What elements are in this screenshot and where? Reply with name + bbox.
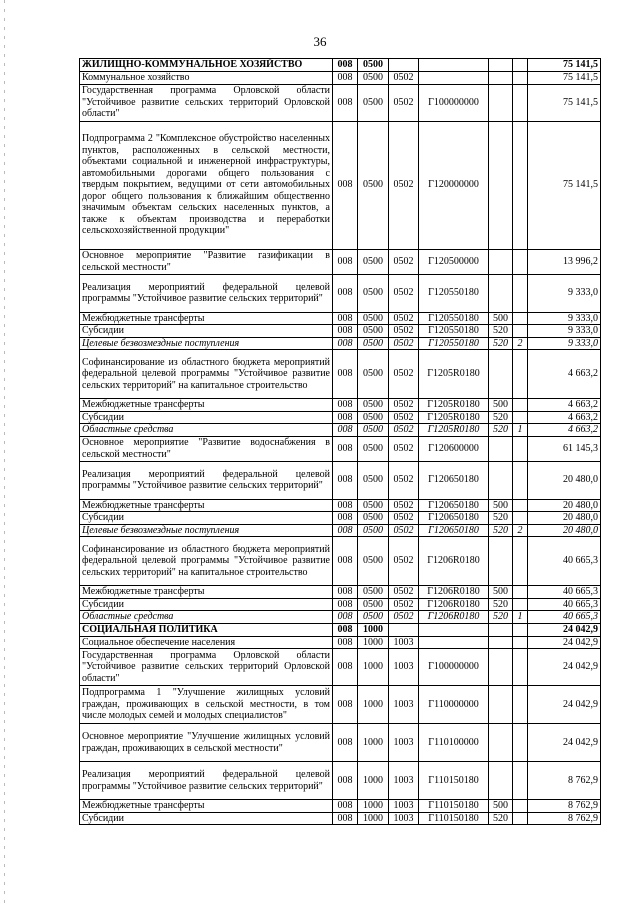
- subsection-code-cell: 1003: [389, 649, 419, 686]
- table-row: [80, 524, 601, 537]
- amount-cell: 4 663,2: [528, 399, 601, 412]
- section-code-cell: 0500: [358, 249, 389, 274]
- amount-cell: 4 663,2: [528, 424, 601, 437]
- table-row: [80, 812, 601, 825]
- table-row: [80, 249, 601, 274]
- row-name-cell: Межбюджетные трансферты: [80, 800, 333, 813]
- grbs-code-cell: 008: [333, 121, 358, 249]
- expense-type-cell: 520: [489, 337, 513, 350]
- target-article-cell: Г1205R0180: [419, 411, 489, 424]
- amount-cell: 24 042,9: [528, 686, 601, 724]
- amount-cell: 9 333,0: [528, 274, 601, 312]
- subsection-code-cell: 0502: [389, 274, 419, 312]
- page-number: 36: [313, 34, 327, 49]
- subsection-code-cell: 0502: [389, 424, 419, 437]
- table-row: [80, 424, 601, 437]
- amount-cell: 20 480,0: [528, 512, 601, 525]
- expense-type-cell: [489, 121, 513, 249]
- section-code-cell: 0500: [358, 461, 389, 499]
- target-article-cell: Г110150180: [419, 800, 489, 813]
- section-code-cell: 0500: [358, 350, 389, 399]
- funding-source-cell: [513, 636, 528, 649]
- grbs-code-cell: 008: [333, 611, 358, 624]
- target-article-cell: [419, 59, 489, 72]
- row-name-cell: Подпрограмма 1 "Улучшение жилищных условий граждан, проживающих в сельской местности, в том числе молодых семей и молодых специалистов": [80, 686, 333, 724]
- amount-cell: 9 333,0: [528, 312, 601, 325]
- subsection-code-cell: 0502: [389, 537, 419, 586]
- target-article-cell: Г1205R0180: [419, 350, 489, 399]
- section-code-cell: 0500: [358, 274, 389, 312]
- table-row: [80, 586, 601, 599]
- target-article-cell: Г1205R0180: [419, 399, 489, 412]
- grbs-code-cell: 008: [333, 636, 358, 649]
- grbs-code-cell: 008: [333, 537, 358, 586]
- row-name-cell: ЖИЛИЩНО-КОММУНАЛЬНОЕ ХОЗЯЙСТВО: [80, 59, 333, 72]
- table-row: [80, 611, 601, 624]
- subsection-code-cell: 0502: [389, 411, 419, 424]
- section-code-cell: 1000: [358, 724, 389, 762]
- grbs-code-cell: 008: [333, 436, 358, 461]
- funding-source-cell: [513, 537, 528, 586]
- funding-source-cell: [513, 623, 528, 636]
- budget-table-container: [79, 58, 600, 825]
- funding-source-cell: 2: [513, 524, 528, 537]
- section-code-cell: 1000: [358, 636, 389, 649]
- expense-type-cell: 520: [489, 325, 513, 338]
- subsection-code-cell: 0502: [389, 586, 419, 599]
- subsection-code-cell: [389, 59, 419, 72]
- budget-table: [79, 58, 601, 825]
- funding-source-cell: [513, 598, 528, 611]
- table-row: [80, 537, 601, 586]
- expense-type-cell: 500: [489, 399, 513, 412]
- row-name-cell: Реализация мероприятий федеральной целевой программы "Устойчивое развитие сельских территорий": [80, 762, 333, 800]
- expense-type-cell: 520: [489, 598, 513, 611]
- target-article-cell: Г110150180: [419, 812, 489, 825]
- expense-type-cell: 520: [489, 424, 513, 437]
- table-row: [80, 399, 601, 412]
- amount-cell: 40 665,3: [528, 586, 601, 599]
- amount-cell: 8 762,9: [528, 762, 601, 800]
- table-row: [80, 762, 601, 800]
- amount-cell: 24 042,9: [528, 623, 601, 636]
- target-article-cell: Г120550180: [419, 312, 489, 325]
- grbs-code-cell: 008: [333, 411, 358, 424]
- subsection-code-cell: 0502: [389, 325, 419, 338]
- table-row: [80, 411, 601, 424]
- expense-type-cell: [489, 686, 513, 724]
- grbs-code-cell: 008: [333, 312, 358, 325]
- section-code-cell: 0500: [358, 436, 389, 461]
- subsection-code-cell: 1003: [389, 762, 419, 800]
- expense-type-cell: [489, 72, 513, 85]
- row-name-cell: Основное мероприятие "Развитие водоснабжения в сельской местности": [80, 436, 333, 461]
- funding-source-cell: [513, 586, 528, 599]
- amount-cell: 24 042,9: [528, 636, 601, 649]
- section-code-cell: 0500: [358, 512, 389, 525]
- section-code-cell: 1000: [358, 686, 389, 724]
- row-name-cell: Межбюджетные трансферты: [80, 312, 333, 325]
- table-row: [80, 436, 601, 461]
- section-code-cell: 0500: [358, 312, 389, 325]
- expense-type-cell: 520: [489, 611, 513, 624]
- subsection-code-cell: 0502: [389, 84, 419, 121]
- section-code-cell: 1000: [358, 762, 389, 800]
- expense-type-cell: [489, 84, 513, 121]
- subsection-code-cell: 1003: [389, 686, 419, 724]
- funding-source-cell: [513, 59, 528, 72]
- expense-type-cell: [489, 274, 513, 312]
- funding-source-cell: [513, 350, 528, 399]
- amount-cell: 40 665,3: [528, 598, 601, 611]
- amount-cell: 4 663,2: [528, 411, 601, 424]
- row-name-cell: Областные средства: [80, 611, 333, 624]
- table-row: [80, 312, 601, 325]
- section-code-cell: 0500: [358, 499, 389, 512]
- table-row: [80, 461, 601, 499]
- grbs-code-cell: 008: [333, 399, 358, 412]
- row-name-cell: СОЦИАЛЬНАЯ ПОЛИТИКА: [80, 623, 333, 636]
- subsection-code-cell: 1003: [389, 724, 419, 762]
- expense-type-cell: 520: [489, 812, 513, 825]
- section-code-cell: 1000: [358, 800, 389, 813]
- funding-source-cell: [513, 84, 528, 121]
- section-code-cell: 0500: [358, 598, 389, 611]
- grbs-code-cell: 008: [333, 800, 358, 813]
- amount-cell: 20 480,0: [528, 524, 601, 537]
- grbs-code-cell: 008: [333, 59, 358, 72]
- amount-cell: 24 042,9: [528, 724, 601, 762]
- subsection-code-cell: 1003: [389, 812, 419, 825]
- target-article-cell: Г120500000: [419, 249, 489, 274]
- row-name-cell: Государственная программа Орловской области "Устойчивое развитие сельских территорий Орловской области": [80, 649, 333, 686]
- amount-cell: 4 663,2: [528, 350, 601, 399]
- subsection-code-cell: 0502: [389, 461, 419, 499]
- target-article-cell: Г120550180: [419, 274, 489, 312]
- amount-cell: 8 762,9: [528, 812, 601, 825]
- grbs-code-cell: 008: [333, 724, 358, 762]
- row-name-cell: Социальное обеспечение населения: [80, 636, 333, 649]
- table-row: [80, 686, 601, 724]
- section-code-cell: 1000: [358, 623, 389, 636]
- grbs-code-cell: 008: [333, 586, 358, 599]
- grbs-code-cell: 008: [333, 249, 358, 274]
- funding-source-cell: [513, 512, 528, 525]
- subsection-code-cell: 0502: [389, 512, 419, 525]
- section-code-cell: 0500: [358, 59, 389, 72]
- table-row: [80, 59, 601, 72]
- grbs-code-cell: 008: [333, 812, 358, 825]
- funding-source-cell: [513, 812, 528, 825]
- funding-source-cell: [513, 72, 528, 85]
- grbs-code-cell: 008: [333, 524, 358, 537]
- section-code-cell: 0500: [358, 84, 389, 121]
- scan-edge-line: [4, 0, 5, 905]
- subsection-code-cell: 0502: [389, 598, 419, 611]
- grbs-code-cell: 008: [333, 649, 358, 686]
- subsection-code-cell: [389, 623, 419, 636]
- section-code-cell: 0500: [358, 586, 389, 599]
- table-row: [80, 121, 601, 249]
- target-article-cell: Г120550180: [419, 325, 489, 338]
- subsection-code-cell: 0502: [389, 436, 419, 461]
- row-name-cell: Реализация мероприятий федеральной целевой программы "Устойчивое развитие сельских территорий": [80, 274, 333, 312]
- row-name-cell: Софинансирование из областного бюджета мероприятий федеральной целевой программы "Устойчивое развитие сельских территорий" на капитальное строительство: [80, 350, 333, 399]
- grbs-code-cell: 008: [333, 598, 358, 611]
- target-article-cell: Г110000000: [419, 686, 489, 724]
- section-code-cell: 0500: [358, 325, 389, 338]
- table-row: [80, 800, 601, 813]
- funding-source-cell: [513, 399, 528, 412]
- funding-source-cell: 2: [513, 337, 528, 350]
- table-row: [80, 499, 601, 512]
- section-code-cell: 0500: [358, 524, 389, 537]
- section-code-cell: 1000: [358, 812, 389, 825]
- expense-type-cell: [489, 436, 513, 461]
- target-article-cell: [419, 623, 489, 636]
- expense-type-cell: [489, 350, 513, 399]
- grbs-code-cell: 008: [333, 762, 358, 800]
- row-name-cell: Государственная программа Орловской области "Устойчивое развитие сельских территорий Орловской области": [80, 84, 333, 121]
- row-name-cell: Целевые безвозмездные поступления: [80, 337, 333, 350]
- subsection-code-cell: 0502: [389, 249, 419, 274]
- expense-type-cell: [489, 249, 513, 274]
- row-name-cell: Межбюджетные трансферты: [80, 586, 333, 599]
- row-name-cell: Областные средства: [80, 424, 333, 437]
- target-article-cell: [419, 636, 489, 649]
- amount-cell: 20 480,0: [528, 499, 601, 512]
- section-code-cell: 0500: [358, 121, 389, 249]
- subsection-code-cell: 0502: [389, 399, 419, 412]
- target-article-cell: Г1206R0180: [419, 537, 489, 586]
- table-row: [80, 598, 601, 611]
- target-article-cell: Г100000000: [419, 649, 489, 686]
- table-row: [80, 724, 601, 762]
- target-article-cell: Г120650180: [419, 512, 489, 525]
- row-name-cell: Межбюджетные трансферты: [80, 499, 333, 512]
- target-article-cell: Г1206R0180: [419, 586, 489, 599]
- grbs-code-cell: 008: [333, 461, 358, 499]
- target-article-cell: Г110100000: [419, 724, 489, 762]
- funding-source-cell: 1: [513, 424, 528, 437]
- grbs-code-cell: 008: [333, 325, 358, 338]
- table-row: [80, 636, 601, 649]
- target-article-cell: Г1206R0180: [419, 598, 489, 611]
- expense-type-cell: 500: [489, 586, 513, 599]
- amount-cell: 20 480,0: [528, 461, 601, 499]
- amount-cell: 61 145,3: [528, 436, 601, 461]
- table-row: [80, 350, 601, 399]
- subsection-code-cell: 1003: [389, 800, 419, 813]
- target-article-cell: Г120550180: [419, 337, 489, 350]
- target-article-cell: [419, 72, 489, 85]
- amount-cell: 9 333,0: [528, 337, 601, 350]
- row-name-cell: Субсидии: [80, 512, 333, 525]
- grbs-code-cell: 008: [333, 337, 358, 350]
- subsection-code-cell: 0502: [389, 312, 419, 325]
- expense-type-cell: 500: [489, 312, 513, 325]
- subsection-code-cell: 0502: [389, 611, 419, 624]
- funding-source-cell: [513, 121, 528, 249]
- expense-type-cell: 520: [489, 411, 513, 424]
- row-name-cell: Субсидии: [80, 598, 333, 611]
- section-code-cell: 0500: [358, 72, 389, 85]
- expense-type-cell: [489, 724, 513, 762]
- row-name-cell: Реализация мероприятий федеральной целевой программы "Устойчивое развитие сельских территорий": [80, 461, 333, 499]
- expense-type-cell: 500: [489, 800, 513, 813]
- subsection-code-cell: 1003: [389, 636, 419, 649]
- funding-source-cell: 1: [513, 611, 528, 624]
- grbs-code-cell: 008: [333, 499, 358, 512]
- expense-type-cell: 520: [489, 512, 513, 525]
- grbs-code-cell: 008: [333, 84, 358, 121]
- row-name-cell: Целевые безвозмездные поступления: [80, 524, 333, 537]
- section-code-cell: 0500: [358, 337, 389, 350]
- funding-source-cell: [513, 312, 528, 325]
- expense-type-cell: 500: [489, 499, 513, 512]
- amount-cell: 75 141,5: [528, 121, 601, 249]
- row-name-cell: Субсидии: [80, 812, 333, 825]
- amount-cell: 8 762,9: [528, 800, 601, 813]
- grbs-code-cell: 008: [333, 424, 358, 437]
- funding-source-cell: [513, 762, 528, 800]
- subsection-code-cell: 0502: [389, 72, 419, 85]
- expense-type-cell: [489, 623, 513, 636]
- row-name-cell: Субсидии: [80, 325, 333, 338]
- funding-source-cell: [513, 249, 528, 274]
- target-article-cell: Г120650180: [419, 524, 489, 537]
- subsection-code-cell: 0502: [389, 524, 419, 537]
- funding-source-cell: [513, 686, 528, 724]
- section-code-cell: 0500: [358, 537, 389, 586]
- amount-cell: 40 665,3: [528, 611, 601, 624]
- section-code-cell: 0500: [358, 611, 389, 624]
- target-article-cell: Г1206R0180: [419, 611, 489, 624]
- row-name-cell: Межбюджетные трансферты: [80, 399, 333, 412]
- target-article-cell: Г100000000: [419, 84, 489, 121]
- funding-source-cell: [513, 411, 528, 424]
- grbs-code-cell: 008: [333, 72, 358, 85]
- target-article-cell: Г120650180: [419, 499, 489, 512]
- target-article-cell: Г120000000: [419, 121, 489, 249]
- grbs-code-cell: 008: [333, 686, 358, 724]
- expense-type-cell: [489, 537, 513, 586]
- funding-source-cell: [513, 325, 528, 338]
- section-code-cell: 0500: [358, 424, 389, 437]
- funding-source-cell: [513, 499, 528, 512]
- section-code-cell: 0500: [358, 411, 389, 424]
- table-row: [80, 512, 601, 525]
- subsection-code-cell: 0502: [389, 350, 419, 399]
- grbs-code-cell: 008: [333, 274, 358, 312]
- subsection-code-cell: 0502: [389, 337, 419, 350]
- expense-type-cell: [489, 762, 513, 800]
- grbs-code-cell: 008: [333, 350, 358, 399]
- budget-table-body: [80, 59, 601, 825]
- amount-cell: 75 141,5: [528, 84, 601, 121]
- table-row: [80, 623, 601, 636]
- amount-cell: 13 996,2: [528, 249, 601, 274]
- subsection-code-cell: 0502: [389, 121, 419, 249]
- table-row: [80, 649, 601, 686]
- funding-source-cell: [513, 800, 528, 813]
- target-article-cell: Г120650180: [419, 461, 489, 499]
- table-row: [80, 274, 601, 312]
- row-name-cell: Подпрограмма 2 "Комплексное обустройство населенных пунктов, расположенных в сельской местности, объектами социальной и инженерной инфраструктуры, автомобильными дорогами общего пользования с твердым покрытием, ведущими от сети автомобильных дорог общего пользования к ближайшим общественно значимым объектам сельских населенных пунктов, а также к объектам производства и переработки сельскохозяйственной продукции": [80, 121, 333, 249]
- expense-type-cell: [489, 59, 513, 72]
- target-article-cell: Г120600000: [419, 436, 489, 461]
- row-name-cell: Основное мероприятие "Улучшение жилищных условий граждан, проживающих в сельской местности": [80, 724, 333, 762]
- funding-source-cell: [513, 649, 528, 686]
- target-article-cell: Г1205R0180: [419, 424, 489, 437]
- grbs-code-cell: 008: [333, 512, 358, 525]
- row-name-cell: Основное мероприятие "Развитие газификации в сельской местности": [80, 249, 333, 274]
- amount-cell: 75 141,5: [528, 59, 601, 72]
- expense-type-cell: 520: [489, 524, 513, 537]
- subsection-code-cell: 0502: [389, 499, 419, 512]
- row-name-cell: Софинансирование из областного бюджета мероприятий федеральной целевой программы "Устойчивое развитие сельских территорий" на капитальное строительство: [80, 537, 333, 586]
- section-code-cell: 1000: [358, 649, 389, 686]
- row-name-cell: Коммунальное хозяйство: [80, 72, 333, 85]
- table-row: [80, 84, 601, 121]
- amount-cell: 9 333,0: [528, 325, 601, 338]
- table-row: [80, 337, 601, 350]
- table-row: [80, 72, 601, 85]
- target-article-cell: Г110150180: [419, 762, 489, 800]
- amount-cell: 75 141,5: [528, 72, 601, 85]
- funding-source-cell: [513, 461, 528, 499]
- expense-type-cell: [489, 636, 513, 649]
- funding-source-cell: [513, 724, 528, 762]
- amount-cell: 24 042,9: [528, 649, 601, 686]
- funding-source-cell: [513, 274, 528, 312]
- funding-source-cell: [513, 436, 528, 461]
- grbs-code-cell: 008: [333, 623, 358, 636]
- table-row: [80, 325, 601, 338]
- row-name-cell: Субсидии: [80, 411, 333, 424]
- section-code-cell: 0500: [358, 399, 389, 412]
- expense-type-cell: [489, 461, 513, 499]
- amount-cell: 40 665,3: [528, 537, 601, 586]
- expense-type-cell: [489, 649, 513, 686]
